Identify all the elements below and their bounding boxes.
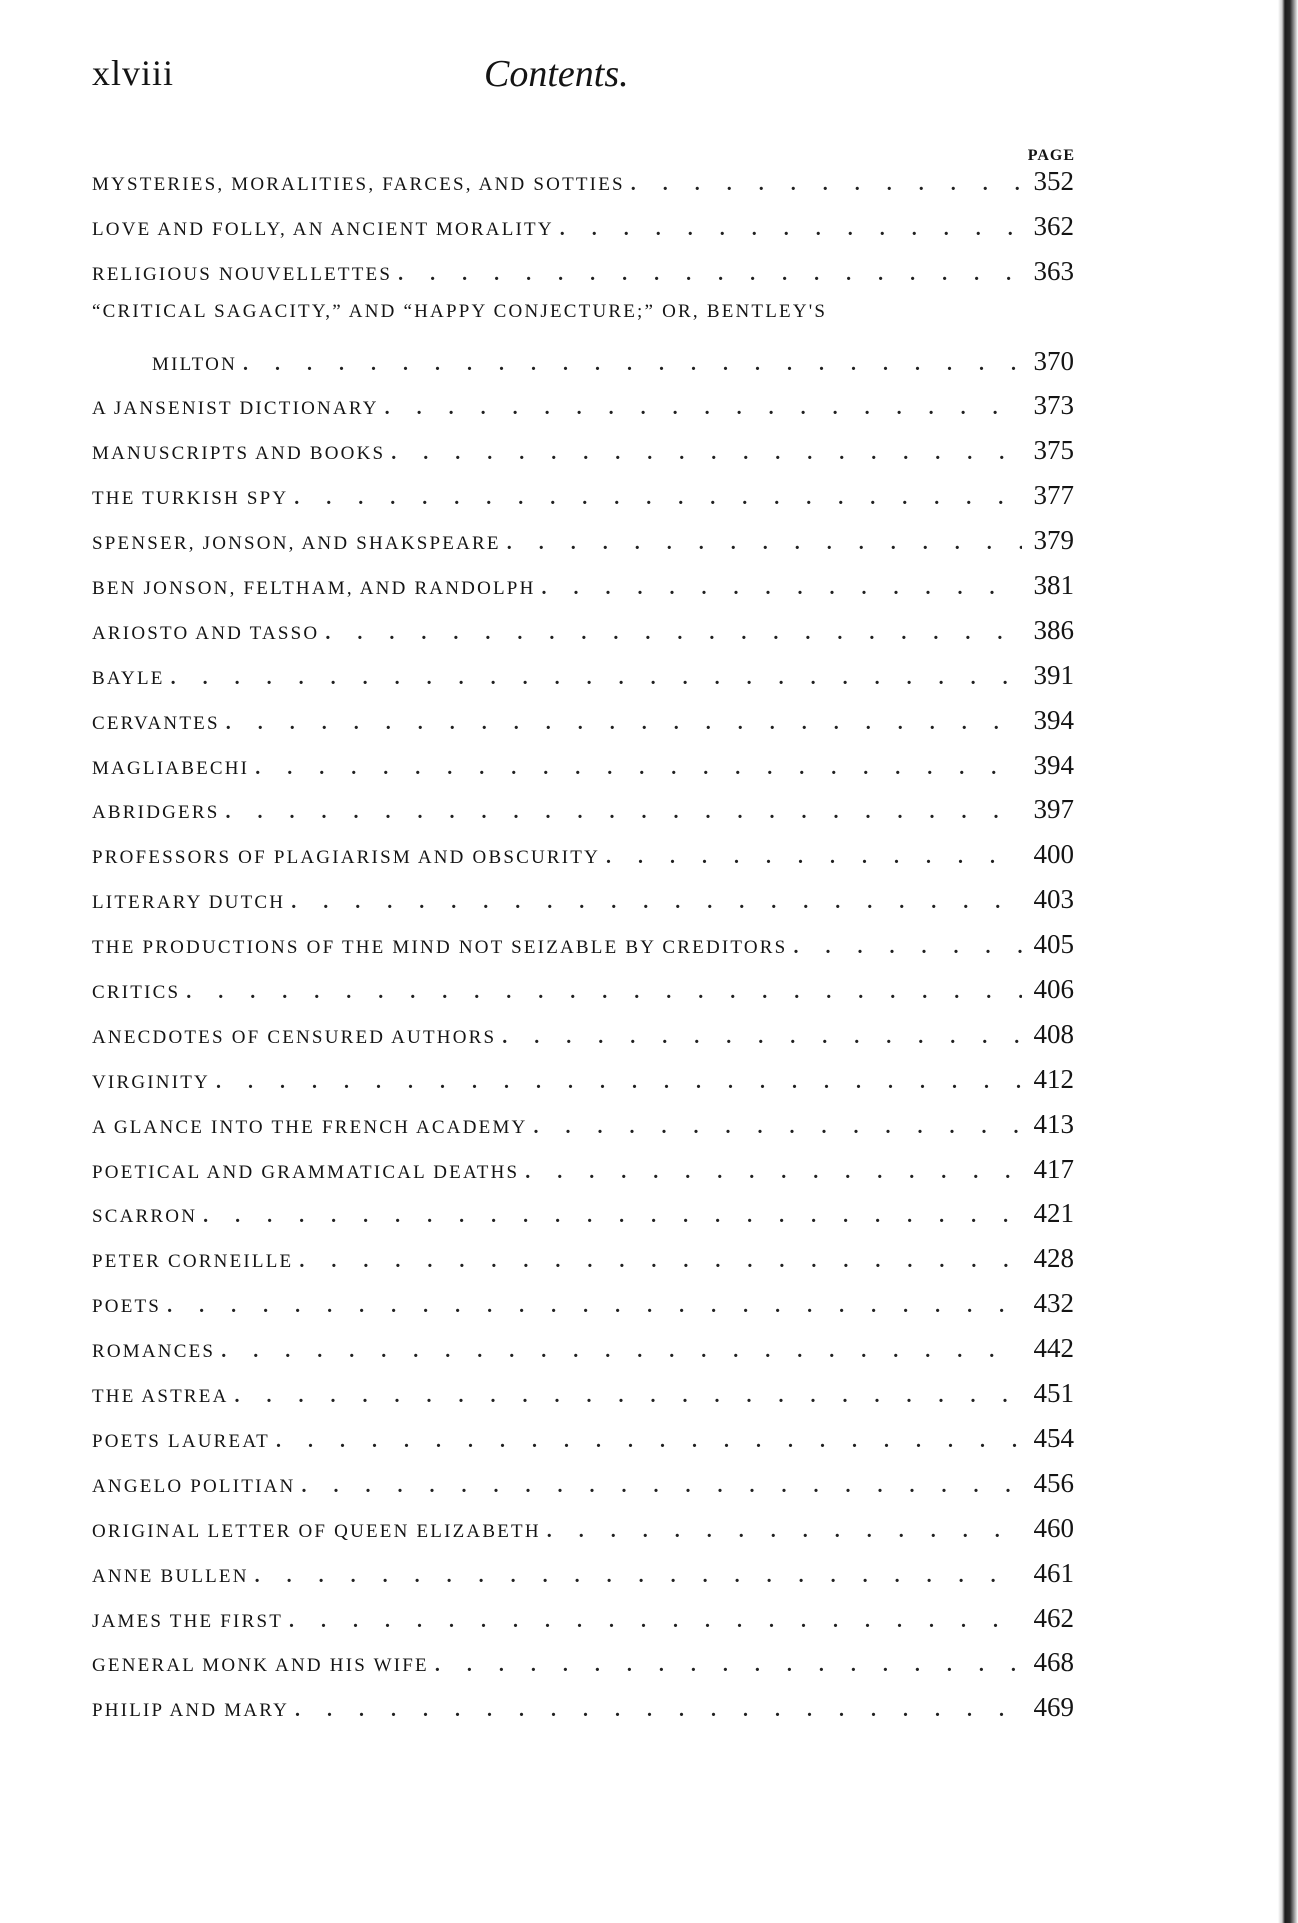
toc-entry-page: 454 <box>1033 1422 1074 1453</box>
toc-entry-page: 417 <box>1033 1153 1074 1184</box>
toc-entry-title: JAMES THE FIRST <box>92 1610 284 1632</box>
table-of-contents <box>92 166 1074 1737</box>
toc-entry <box>92 750 1074 795</box>
toc-entry <box>92 1019 1074 1064</box>
toc-entry <box>92 1333 1074 1378</box>
toc-entry-title: CERVANTES <box>92 712 220 734</box>
toc-entry-page: 432 <box>1033 1288 1074 1319</box>
toc-entry <box>92 1692 1074 1737</box>
toc-entry <box>92 884 1074 929</box>
toc-entry-page: 394 <box>1033 704 1074 735</box>
toc-entry <box>92 974 1074 1019</box>
toc-entry-title: CRITICS <box>92 982 181 1004</box>
toc-entry-title: THE PRODUCTIONS OF THE MIND NOT SEIZABLE BY CREDITORS <box>92 937 788 959</box>
toc-entry-title: MYSTERIES, MORALITIES, FARCES, AND SOTTIES <box>92 174 625 195</box>
toc-entry-title: POETS LAUREAT <box>92 1430 270 1452</box>
toc-entry <box>92 1288 1074 1333</box>
toc-entry-title: MILTON <box>152 353 237 375</box>
toc-entry-title: LITERARY DUTCH <box>92 892 286 914</box>
toc-entry-title: GENERAL MONK AND HIS WIFE <box>92 1655 429 1677</box>
toc-entry <box>92 480 1074 525</box>
toc-entry-page: 451 <box>1033 1378 1074 1409</box>
dot-leader <box>216 1071 1022 1094</box>
dot-leader <box>325 622 1022 645</box>
toc-entry-title: BEN JONSON, FELTHAM, AND RANDOLPH <box>92 578 536 600</box>
toc-entry-page: 363 <box>1033 255 1074 286</box>
dot-leader <box>299 1250 1022 1273</box>
toc-entry <box>92 794 1074 839</box>
toc-entry-title: SCARRON <box>92 1206 198 1228</box>
toc-entry <box>92 660 1074 705</box>
page-title: Contents. <box>484 53 629 95</box>
toc-entry-title: PETER CORNEILLE <box>92 1251 294 1273</box>
toc-entry <box>92 705 1074 750</box>
toc-entry-title: ROMANCES <box>92 1341 216 1363</box>
dot-leader <box>533 1116 1022 1139</box>
toc-entry <box>92 1109 1074 1154</box>
toc-entry <box>92 1468 1074 1513</box>
toc-entry-title: ANECDOTES OF CENSURED AUTHORS <box>92 1026 497 1048</box>
dot-leader <box>398 263 1022 286</box>
toc-entry-page: 373 <box>1033 390 1074 421</box>
toc-entry-title: ORIGINAL LETTER OF QUEEN ELIZABETH <box>92 1520 541 1542</box>
toc-entry <box>92 435 1074 480</box>
dot-leader <box>295 1699 1022 1722</box>
toc-entry-title: ABRIDGERS <box>92 802 220 824</box>
toc-entry-page: 370 <box>1033 345 1074 376</box>
toc-entry-title: “CRITICAL SAGACITY,” AND “HAPPY CONJECTURE;” OR, BENTLEY'S <box>92 300 828 322</box>
toc-entry <box>92 1154 1074 1199</box>
toc-entry-title: THE ASTREA <box>92 1386 229 1408</box>
toc-entry-page: 406 <box>1033 974 1074 1005</box>
toc-entry <box>92 1423 1074 1468</box>
toc-entry-page: 405 <box>1033 929 1074 960</box>
dot-leader <box>289 1610 1022 1633</box>
toc-entry <box>92 929 1074 974</box>
toc-entry-page: 460 <box>1033 1512 1074 1543</box>
toc-entry-page: 394 <box>1033 749 1074 780</box>
toc-entry-title: A JANSENIST DICTIONARY <box>92 398 379 420</box>
toc-entry-title: MANUSCRIPTS AND BOOKS <box>92 443 386 465</box>
dot-leader <box>221 1340 1022 1363</box>
dot-leader <box>255 757 1022 780</box>
toc-entry-page: 469 <box>1033 1692 1074 1723</box>
toc-entry <box>92 1198 1074 1243</box>
toc-entry <box>92 1064 1074 1109</box>
toc-entry-page: 403 <box>1033 884 1074 915</box>
toc-entry <box>92 1243 1074 1288</box>
dot-leader <box>793 936 1022 959</box>
dot-leader <box>243 353 1022 376</box>
toc-entry-title: POETS <box>92 1296 162 1318</box>
toc-entry-title: ANNE BULLEN <box>92 1565 249 1587</box>
toc-entry <box>92 211 1074 256</box>
toc-entry-page: 442 <box>1033 1333 1074 1364</box>
toc-entry-title: THE TURKISH SPY <box>92 488 289 510</box>
toc-entry-title: LOVE AND FOLLY, AN ANCIENT MORALITY <box>92 218 554 240</box>
toc-entry-page: 375 <box>1033 435 1074 466</box>
toc-entry-title: POETICAL AND GRAMMATICAL DEATHS <box>92 1161 520 1183</box>
page-header <box>92 52 1072 102</box>
toc-entry-page: 352 <box>1033 166 1074 196</box>
dot-leader <box>606 846 1022 869</box>
toc-entry-page: 377 <box>1033 480 1074 511</box>
toc-entry-page: 381 <box>1033 570 1074 601</box>
toc-entry-page: 379 <box>1033 525 1074 556</box>
toc-entry <box>92 390 1074 435</box>
toc-entry-title: SPENSER, JONSON, AND SHAKSPEARE <box>92 533 501 555</box>
dot-leader <box>542 577 1023 600</box>
toc-entry <box>92 525 1074 570</box>
toc-entry-title: A GLANCE INTO THE FRENCH ACADEMY <box>92 1116 528 1138</box>
dot-leader <box>435 1654 1022 1677</box>
dot-leader <box>507 532 1022 555</box>
toc-entry <box>92 1513 1074 1558</box>
toc-entry-page: 456 <box>1033 1467 1074 1498</box>
toc-entry <box>92 301 1074 346</box>
dot-leader <box>226 712 1022 735</box>
toc-entry-title: PHILIP AND MARY <box>92 1700 289 1722</box>
dot-leader <box>235 1385 1022 1408</box>
toc-entry-page: 468 <box>1033 1647 1074 1678</box>
dot-leader <box>502 1026 1022 1049</box>
toc-entry-title: RELIGIOUS NOUVELLETTES <box>92 263 393 285</box>
toc-entry-page: 421 <box>1033 1198 1074 1229</box>
toc-entry-title: ANGELO POLITIAN <box>92 1475 296 1497</box>
toc-entry <box>92 256 1074 301</box>
page-number: xlviii <box>92 53 175 93</box>
toc-entry-page: 391 <box>1033 659 1074 690</box>
toc-entry-title: BAYLE <box>92 667 165 689</box>
toc-entry <box>92 346 1074 391</box>
toc-entry <box>92 1603 1074 1648</box>
toc-entry <box>92 839 1074 884</box>
dot-leader <box>560 218 1022 241</box>
toc-entry <box>92 570 1074 615</box>
dot-leader <box>631 173 1022 196</box>
dot-leader <box>391 442 1022 465</box>
dot-leader <box>547 1520 1022 1543</box>
dot-leader <box>385 397 1022 420</box>
dot-leader <box>167 1295 1022 1318</box>
toc-entry-title: ARIOSTO AND TASSO <box>92 622 320 644</box>
dot-leader <box>525 1161 1022 1184</box>
toc-entry-page: 400 <box>1033 839 1074 870</box>
page-binding-edge <box>1278 0 1298 1923</box>
dot-leader <box>276 1430 1022 1453</box>
dot-leader <box>171 667 1022 690</box>
toc-entry <box>92 1378 1074 1423</box>
dot-leader <box>294 487 1022 510</box>
dot-leader <box>291 891 1022 914</box>
toc-entry-title: MAGLIABECHI <box>92 757 250 779</box>
page-column-label: PAGE <box>1027 147 1075 164</box>
toc-entry <box>92 1647 1074 1692</box>
toc-entry-title: PROFESSORS OF PLAGIARISM AND OBSCURITY <box>92 847 601 869</box>
toc-entry-page: 408 <box>1033 1018 1074 1049</box>
toc-entry <box>92 1558 1074 1603</box>
dot-leader <box>301 1475 1022 1498</box>
toc-entry <box>92 166 1074 211</box>
toc-entry-page: 397 <box>1033 794 1074 825</box>
dot-leader <box>255 1565 1022 1588</box>
toc-entry-page: 461 <box>1033 1557 1074 1588</box>
toc-entry-page: 413 <box>1033 1108 1074 1139</box>
toc-entry-page: 362 <box>1033 210 1074 241</box>
toc-entry-page: 412 <box>1033 1063 1074 1094</box>
toc-entry-page: 428 <box>1033 1243 1074 1274</box>
dot-leader <box>225 801 1022 824</box>
toc-entry <box>92 615 1074 660</box>
dot-leader <box>186 981 1022 1004</box>
toc-entry-page: 462 <box>1033 1602 1074 1633</box>
dot-leader <box>203 1205 1022 1228</box>
toc-entry-page: 386 <box>1033 614 1074 645</box>
toc-entry-title: VIRGINITY <box>92 1071 210 1093</box>
